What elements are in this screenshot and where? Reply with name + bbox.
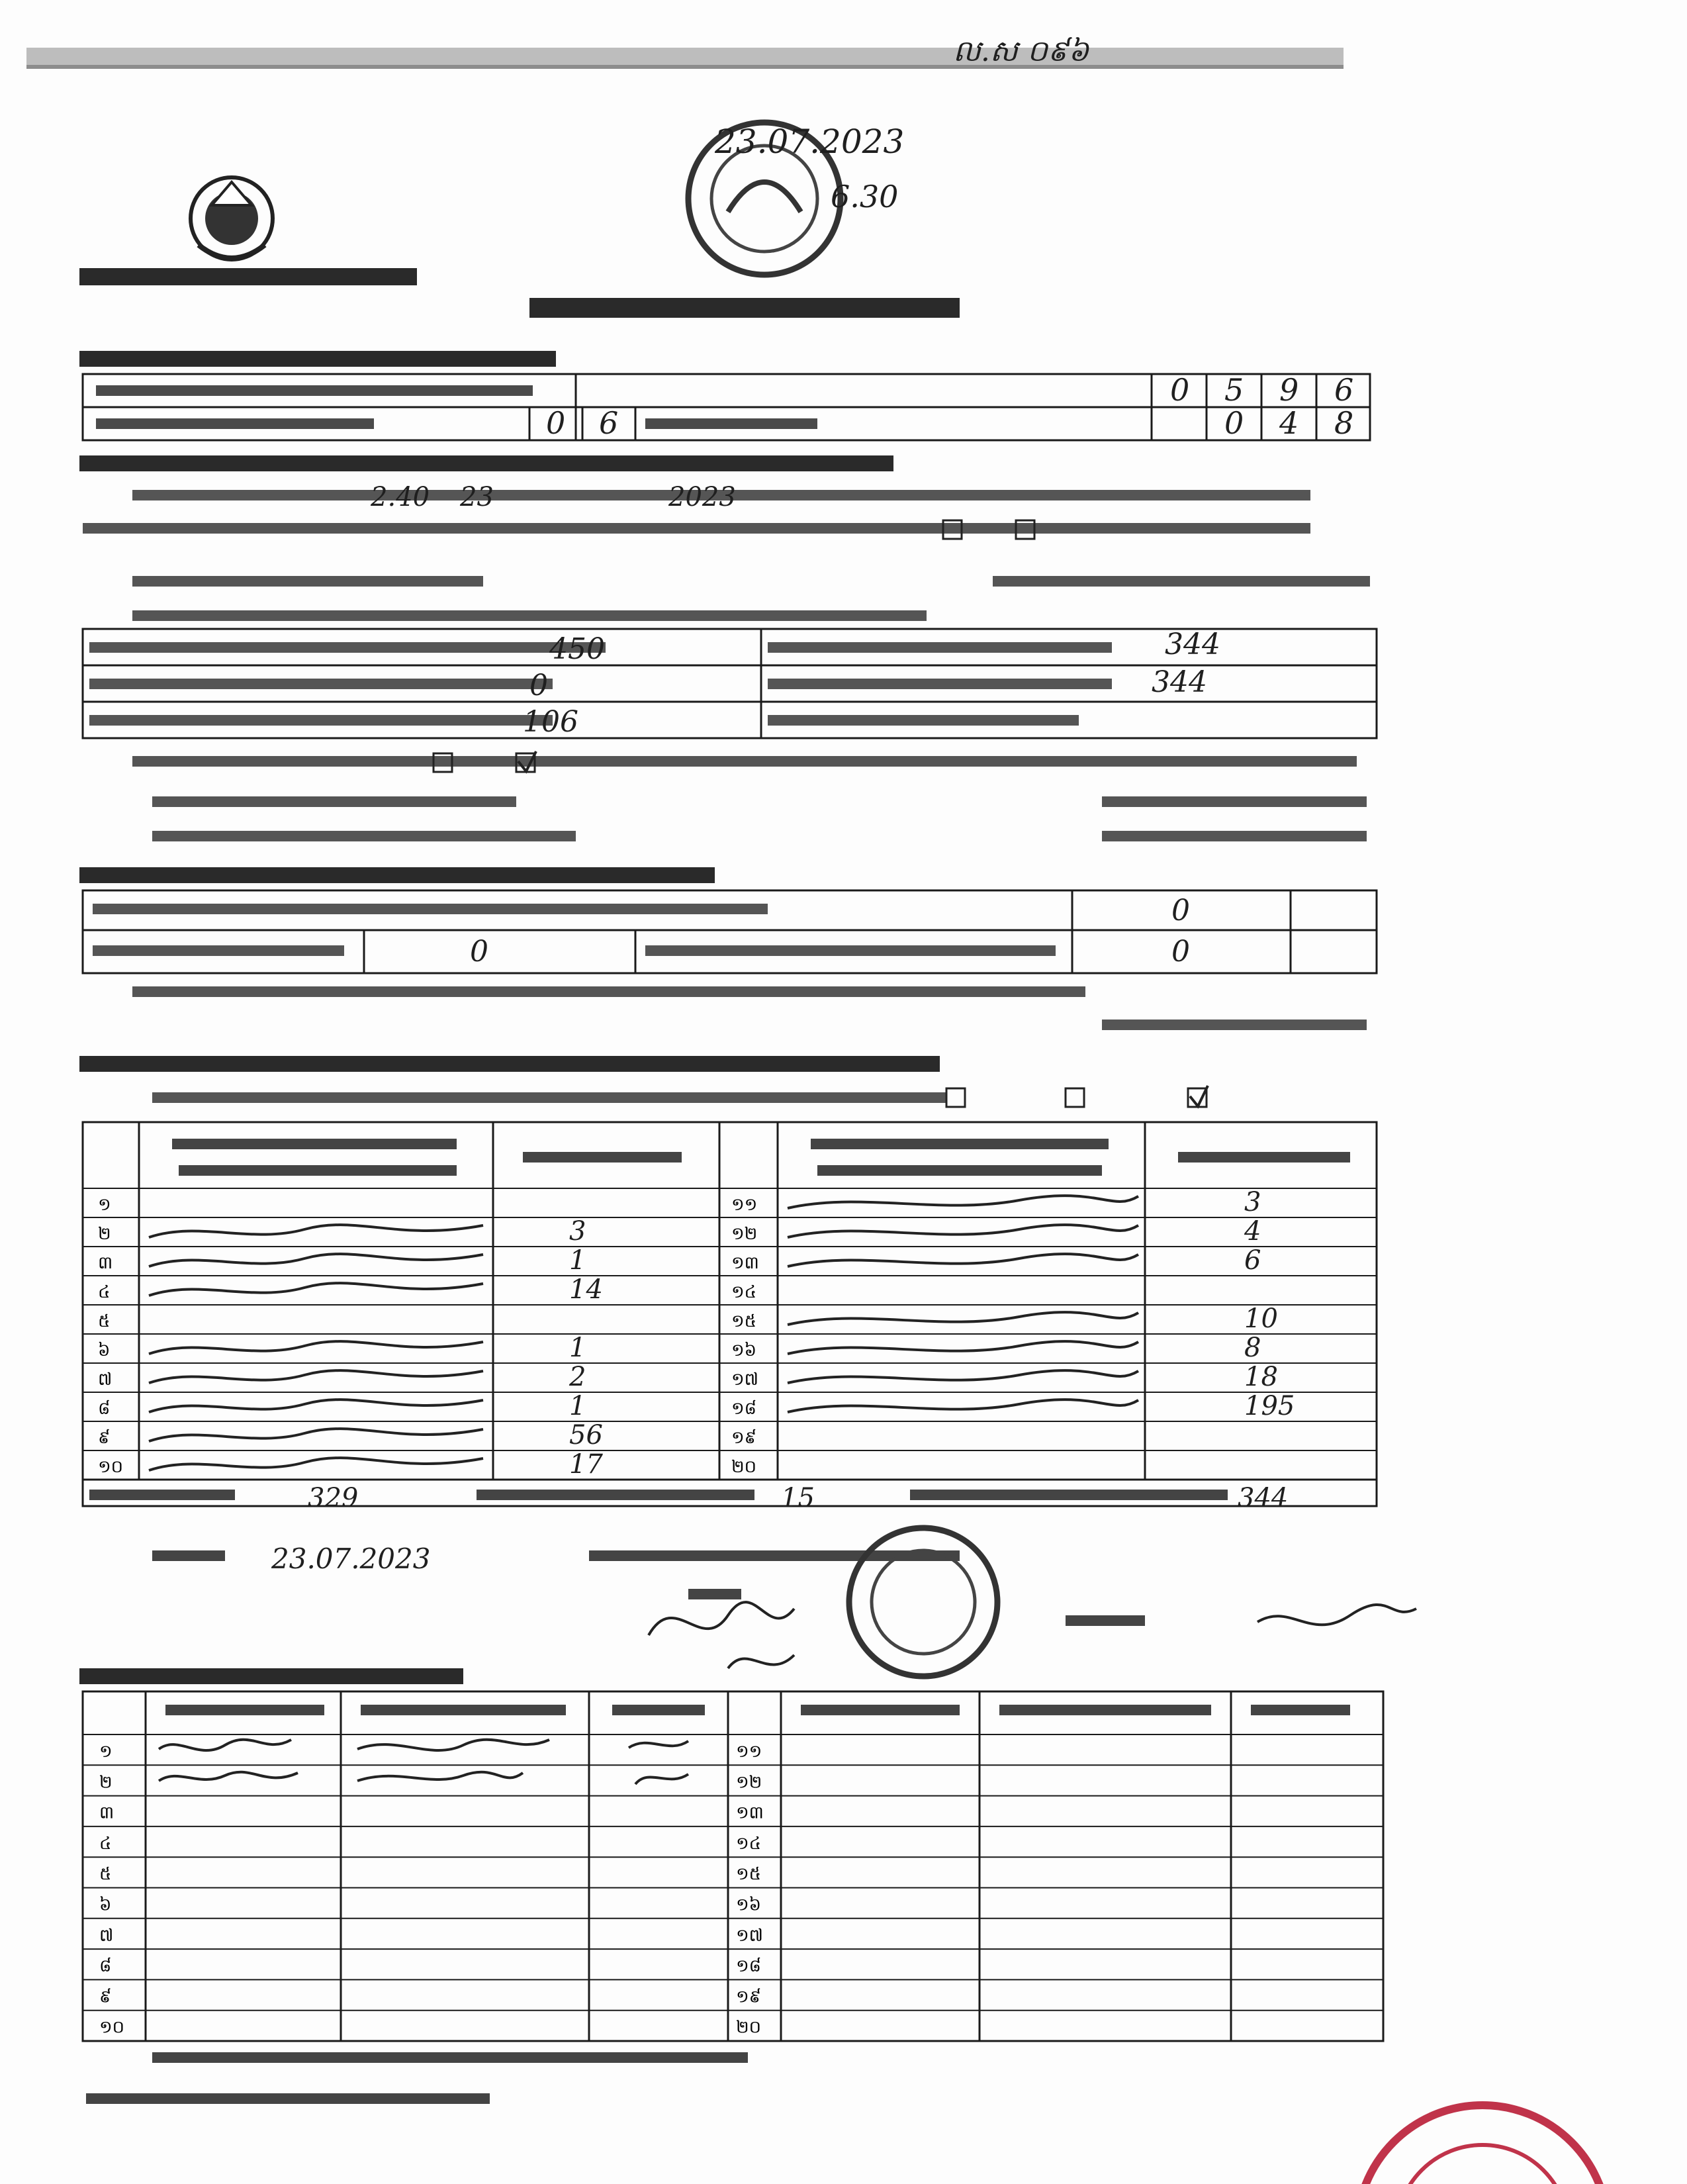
party-name-handwriting (149, 1283, 483, 1296)
witness-row-number-left: ៥ (99, 1864, 112, 1885)
row-number-right: ១២ (731, 1224, 758, 1244)
party-votes-left: 1 (569, 1333, 586, 1363)
handwritten-received-date: 23.07.2023 (715, 122, 905, 161)
row-number-left: ១ (98, 1195, 111, 1215)
voters-voted-value: 344 (1165, 628, 1220, 661)
party-votes-right: 3 (1244, 1187, 1261, 1217)
row-number-right: ១៩ (731, 1428, 757, 1448)
party-votes-right: 18 (1244, 1362, 1278, 1392)
total-invalid-votes: 15 (781, 1483, 815, 1513)
party-name-handwriting (149, 1341, 483, 1354)
witness-row-number-left: ៧ (99, 1925, 114, 1946)
section-4-heading (79, 1056, 940, 1072)
row-number-left: ៩ (98, 1428, 111, 1448)
witness-row-number-right: ១៦ (736, 1895, 762, 1915)
row-number-right: ១៧ (731, 1370, 759, 1390)
party-name-handwriting (149, 1429, 483, 1441)
closing-year: 2023 (668, 482, 736, 512)
row-number-left: ៦ (98, 1341, 111, 1360)
row-number-right: ១៥ (731, 1311, 757, 1331)
party-name-handwriting (149, 1400, 483, 1412)
total-ballots-in-box: 344 (1238, 1483, 1289, 1513)
witness-row-number-right: ១៩ (736, 1987, 762, 2007)
party-name-handwriting (788, 1225, 1138, 1237)
handwritten-stamp-code: ល.ស ០៩៦ (953, 34, 1089, 68)
commune-code-digit-2: 4 (1279, 405, 1299, 441)
witness-row-number-left: ៦ (99, 1895, 112, 1915)
witness-row-number-right: ១១ (736, 1742, 762, 1762)
station-code-digit-3: 9 (1279, 372, 1299, 408)
witness-row-number-right: ១២ (736, 1772, 762, 1793)
ballots-in-box-value: 344 (1152, 665, 1207, 699)
party-votes-right: 8 (1244, 1333, 1261, 1363)
witness-row-number-right: ១៥ (736, 1864, 762, 1885)
party-votes-right: 6 (1244, 1245, 1261, 1276)
ballots-spoiled-value: 0 (529, 669, 548, 702)
chairman-signature (649, 1602, 794, 1635)
province-code-digit-2: 6 (599, 405, 619, 441)
row-number-left: ៧ (98, 1370, 113, 1390)
closing-time: 2.40 (371, 482, 430, 512)
row-number-left: ៤ (98, 1282, 111, 1302)
complaints-forwarded-value: 0 (1171, 935, 1190, 969)
commune-code-digit-1: 0 (1224, 405, 1244, 441)
row-number-right: ១៨ (731, 1399, 757, 1419)
witness-row-number-left: ១ (99, 1742, 113, 1762)
station-code-digit-4: 6 (1334, 372, 1354, 408)
nec-emblem (191, 177, 273, 260)
row-number-left: ១០ (98, 1457, 124, 1477)
witness-row-number-left: ៩ (99, 1987, 112, 2007)
witness-row-number-left: ២ (99, 1772, 113, 1793)
party-votes-right: 195 (1244, 1391, 1295, 1421)
party-name-handwriting (149, 1458, 483, 1470)
handwritten-received-time: 6.30 (831, 179, 899, 214)
witness-row-number-right: ១៧ (736, 1925, 764, 1946)
party-votes-left: 14 (569, 1274, 603, 1305)
committee-name-line (79, 268, 417, 285)
section-1-heading (79, 351, 556, 367)
party-votes-left: 1 (569, 1245, 586, 1276)
row-number-left: ៨ (98, 1399, 111, 1419)
party-name-handwriting (149, 1225, 483, 1237)
row-number-left: ៣ (98, 1253, 113, 1273)
row-number-right: ១៣ (731, 1253, 759, 1273)
party-votes-right: 4 (1244, 1216, 1261, 1247)
ballots-unused-value: 106 (523, 705, 578, 739)
station-code-digit-1: 0 (1170, 372, 1190, 408)
party-name-handwriting (788, 1312, 1138, 1325)
section-5-heading (79, 1668, 463, 1684)
row-number-right: ១៤ (731, 1282, 757, 1302)
signing-date: 23.07.2023 (271, 1543, 431, 1575)
results-table (83, 1122, 1377, 1506)
party-name-handwriting (149, 1254, 483, 1266)
party-name-handwriting (149, 1370, 483, 1383)
party-votes-left: 56 (569, 1420, 603, 1450)
party-name-handwriting (788, 1254, 1138, 1266)
complaints-resolved-value: 0 (470, 935, 488, 969)
party-name-handwriting (788, 1370, 1138, 1383)
row-number-right: ១៦ (731, 1341, 757, 1360)
party-votes-left: 17 (569, 1449, 603, 1480)
document-title-line (529, 298, 960, 318)
party-votes-right: 10 (1244, 1304, 1278, 1334)
party-name-handwriting (788, 1341, 1138, 1354)
row-number-left: ៥ (98, 1311, 111, 1331)
party-votes-left: 2 (569, 1362, 586, 1392)
witness-row-number-left: ៣ (99, 1803, 114, 1823)
closing-day: 23 (460, 482, 494, 512)
province-code-digit-1: 0 (546, 405, 566, 441)
section-2-heading (79, 455, 893, 471)
party-name-handwriting (788, 1400, 1138, 1412)
witness-row-number-right: ១៤ (736, 1833, 762, 1854)
section-3-heading (79, 867, 715, 883)
witness-row-number-left: ៤ (99, 1833, 112, 1854)
ballots-received-value: 450 (549, 632, 605, 666)
party-votes-left: 1 (569, 1391, 586, 1421)
witness-row-number-left: ១០ (99, 2017, 125, 2038)
row-number-left: ២ (98, 1224, 111, 1244)
party-name-handwriting (788, 1196, 1138, 1208)
witness-row-number-right: ១៣ (736, 1803, 764, 1823)
party-votes-left: 3 (569, 1216, 586, 1247)
row-number-right: ២០ (731, 1457, 757, 1477)
station-code-digit-2: 5 (1224, 372, 1244, 408)
secretary-signature (1257, 1605, 1416, 1625)
witness-row-number-right: ១៨ (736, 1956, 762, 1977)
total-valid-votes: 329 (308, 1483, 359, 1513)
witness-row-number-right: ២០ (736, 2017, 762, 2038)
commune-code-digit-3: 8 (1334, 405, 1354, 441)
complaints-open-value: 0 (1171, 894, 1190, 927)
row-number-right: ១១ (731, 1195, 758, 1215)
witness-row-number-left: ៨ (99, 1956, 112, 1977)
